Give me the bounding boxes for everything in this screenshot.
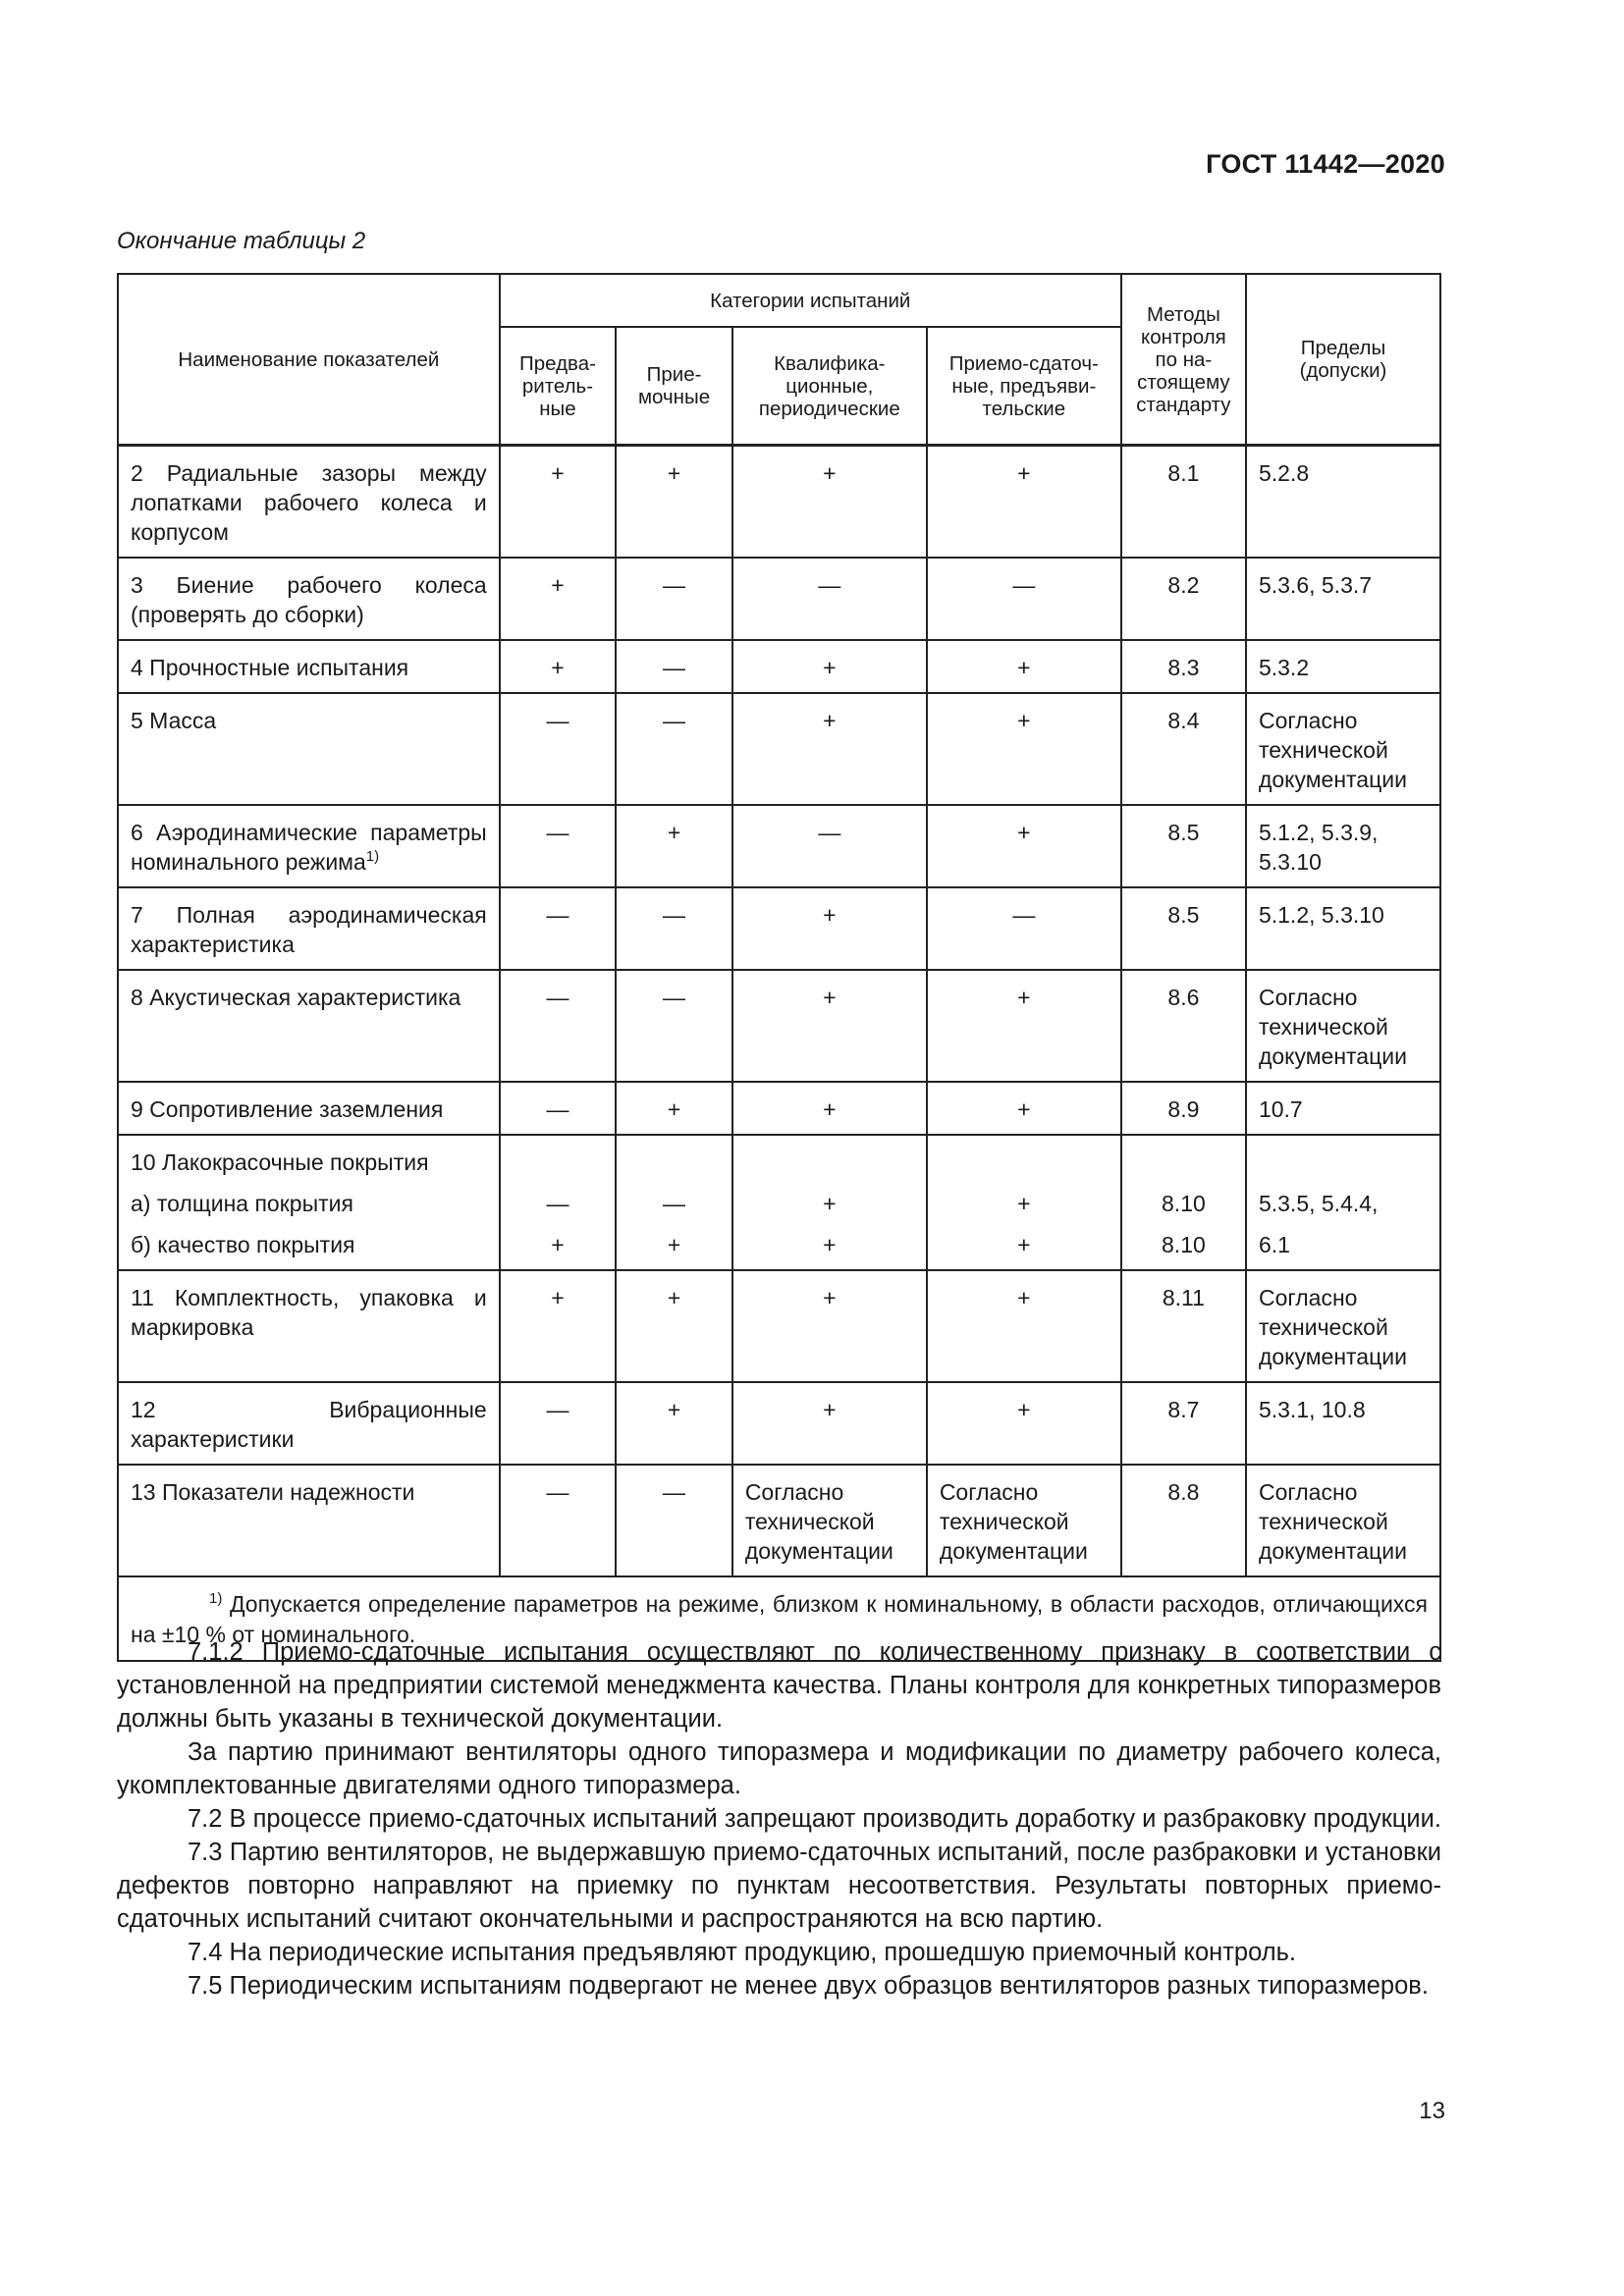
cell-method: 8.8 xyxy=(1121,1465,1246,1576)
cell-limits: 5.2.8 xyxy=(1246,446,1440,559)
body-text xyxy=(117,1635,1441,2002)
cell-qual: + xyxy=(732,640,927,693)
header-cat-preliminary: Предва- ритель- ные xyxy=(500,327,617,446)
header-name: Наименование показателей xyxy=(118,274,500,446)
document-standard-header: ГОСТ 11442—2020 xyxy=(1206,149,1445,179)
table-row xyxy=(118,693,1440,805)
cell-delivery: Согласно технической документации xyxy=(927,1465,1121,1576)
table-row xyxy=(118,1465,1440,1576)
row-name: 3 Биение рабочего колеса (проверять до сборки) xyxy=(118,558,500,640)
cell-qual: — xyxy=(732,558,927,640)
cell-method: 8.6 xyxy=(1121,970,1246,1082)
row-name: 8 Акустическая характеристика xyxy=(118,970,500,1082)
row-name: 5 Масса xyxy=(118,693,500,805)
paragraph: 7.2 В процессе приемо-сдаточных испытаний запрещают производить доработку и разбраковку продукции. xyxy=(188,1805,1441,1833)
cell-qual: + xyxy=(732,1382,927,1465)
cell-accept: — xyxy=(616,558,732,640)
cell-limits: Согласно технической документации xyxy=(1246,970,1440,1082)
table-row xyxy=(118,887,1440,970)
footnote-mark: 1) xyxy=(365,848,380,865)
table-row xyxy=(118,970,1440,1082)
cell-accept: + xyxy=(616,1082,732,1135)
cell-delivery: + xyxy=(927,1270,1121,1382)
cell-limits: 5.1.2, 5.3.10 xyxy=(1246,887,1440,970)
cell-prelim: — xyxy=(500,1082,617,1135)
row-name: 9 Сопротивление заземления xyxy=(118,1082,500,1135)
cell-accept: + xyxy=(616,805,732,887)
cell-method: 8.9 xyxy=(1121,1082,1246,1135)
cell-accept: — xyxy=(616,640,732,693)
header-cat-acceptance: Прие- мочные xyxy=(616,327,732,446)
cell-accept: — xyxy=(616,1465,732,1576)
row-name: 2 Радиальные зазоры между лопатками рабочего колеса и корпусом xyxy=(118,446,500,559)
cell-prelim: — xyxy=(500,1382,617,1465)
table-row xyxy=(118,805,1440,887)
cell-limits: 5.1.2, 5.3.9, 5.3.10 xyxy=(1246,805,1440,887)
cell-accept: — xyxy=(616,887,732,970)
footnote-text: Допускается определение параметров на режиме, близком к номинальному, в области расходов, отличающихся на ±10 % от номинального. xyxy=(131,1591,1428,1647)
cell-qual: Согласно технической документации xyxy=(732,1465,927,1576)
cell-qual: + xyxy=(732,1270,927,1382)
cell-limits: 10.7 xyxy=(1246,1082,1440,1135)
cell-prelim: + xyxy=(500,558,617,640)
row-name: 4 Прочностные испытания xyxy=(118,640,500,693)
cell-method: 8.3 xyxy=(1121,640,1246,693)
page-number: 13 xyxy=(1419,2098,1445,2124)
cell-method: 8.4 xyxy=(1121,693,1246,805)
cell-qual: + xyxy=(732,1082,927,1135)
cell-limits: 5.3.5, 5.4.4, 6.1 xyxy=(1246,1135,1440,1270)
test-categories-table xyxy=(117,273,1441,1662)
cell-prelim: — xyxy=(500,805,617,887)
cell-delivery: + xyxy=(927,1382,1121,1465)
cell-limits: 5.3.2 xyxy=(1246,640,1440,693)
table-row xyxy=(118,1082,1440,1135)
paragraph: 7.1.2 Приемо-сдаточные испытания осуществляют по количественному признаку в соответствии с установленной на предприятии системой менеджмента качества. Планы контроля для конкретных типоразмеров должны быть указаны в технической документации. xyxy=(117,1638,1442,1733)
cell-delivery: + xyxy=(927,805,1121,887)
header-methods: Методы контроля по на- стоящему стандарту xyxy=(1121,274,1246,446)
cell-accept: + xyxy=(616,446,732,559)
cell-method: 8.7 xyxy=(1121,1382,1246,1465)
cell-qual: + + xyxy=(732,1135,927,1270)
header-cat-delivery: Приемо-сдаточ- ные, предъяви- тельские xyxy=(927,327,1121,446)
cell-qual: + xyxy=(732,970,927,1082)
cell-delivery: + + xyxy=(927,1135,1121,1270)
cell-delivery: + xyxy=(927,1082,1121,1135)
cell-accept: — xyxy=(616,970,732,1082)
cell-accept: + xyxy=(616,1270,732,1382)
table-row xyxy=(118,1382,1440,1465)
row-name xyxy=(118,1135,500,1270)
paragraph: 7.4 На периодические испытания предъявляют продукцию, прошедшую приемочный контроль. xyxy=(188,1939,1296,1966)
cell-limits: Согласно технической документации xyxy=(1246,1465,1440,1576)
row10-title: 10 Лакокрасочные покрытия xyxy=(131,1149,429,1175)
row-name-text: 6 Аэродинамические параметры номинального режима xyxy=(131,820,487,875)
table-row xyxy=(118,1135,1440,1270)
cell-delivery: — xyxy=(927,887,1121,970)
row-name: 13 Показатели надежности xyxy=(118,1465,500,1576)
cell-prelim: — + xyxy=(500,1135,617,1270)
cell-prelim: + xyxy=(500,1270,617,1382)
header-cat-qualification: Квалифика- ционные, периодические xyxy=(732,327,927,446)
row-name: 12 Вибрационные характеристики xyxy=(118,1382,500,1465)
cell-delivery: + xyxy=(927,970,1121,1082)
cell-delivery: + xyxy=(927,640,1121,693)
row10-sub-b: б) качество покрытия xyxy=(131,1232,355,1257)
table-row xyxy=(118,558,1440,640)
cell-qual: + xyxy=(732,887,927,970)
cell-method: 8.1 xyxy=(1121,446,1246,559)
row-name: 11 Комплектность, упаковка и маркировка xyxy=(118,1270,500,1382)
cell-prelim: + xyxy=(500,640,617,693)
cell-prelim: — xyxy=(500,1465,617,1576)
row10-sub-a: а) толщина покрытия xyxy=(131,1191,353,1216)
cell-accept: — xyxy=(616,693,732,805)
cell-limits: Согласно технической документации xyxy=(1246,1270,1440,1382)
row-name: 7 Полная аэродинамическая характеристика xyxy=(118,887,500,970)
paragraph: 7.5 Периодическим испытаниям подвергают не менее двух образцов вентиляторов разных типоразмеров. xyxy=(188,1972,1429,2000)
cell-prelim: + xyxy=(500,446,617,559)
header-categories: Категории испытаний xyxy=(500,274,1121,327)
table-caption: Окончание таблицы 2 xyxy=(117,228,366,254)
paragraph: За партию принимают вентиляторы одного типоразмера и модификации по диаметру рабочего колеса, укомплектованные двигателями одного типоразмера. xyxy=(117,1738,1441,1799)
cell-prelim: — xyxy=(500,693,617,805)
cell-qual: + xyxy=(732,446,927,559)
row-name xyxy=(118,805,500,887)
table-row xyxy=(118,640,1440,693)
header-limits: Пределы (допуски) xyxy=(1246,274,1440,446)
cell-qual: — xyxy=(732,805,927,887)
cell-limits: 5.3.1, 10.8 xyxy=(1246,1382,1440,1465)
footnote-mark: 1) xyxy=(209,1590,223,1607)
cell-delivery: + xyxy=(927,693,1121,805)
cell-delivery: + xyxy=(927,446,1121,559)
cell-method: 8.5 xyxy=(1121,887,1246,970)
cell-prelim: — xyxy=(500,887,617,970)
cell-accept: — + xyxy=(616,1135,732,1270)
cell-method: 8.10 8.10 xyxy=(1121,1135,1246,1270)
cell-limits: 5.3.6, 5.3.7 xyxy=(1246,558,1440,640)
table-row xyxy=(118,446,1440,559)
table-row xyxy=(118,1270,1440,1382)
cell-method: 8.2 xyxy=(1121,558,1246,640)
paragraph: 7.3 Партию вентиляторов, не выдержавшую приемо-сдаточных испытаний, после разбраковки и установки дефектов повторно направляют на приемку по пунктам несоответствия. Результаты повторных приемо-сдаточных испытаний считают окончательными и распространяются на всю партию. xyxy=(117,1839,1441,1933)
cell-method: 8.5 xyxy=(1121,805,1246,887)
cell-method: 8.11 xyxy=(1121,1270,1246,1382)
cell-prelim: — xyxy=(500,970,617,1082)
cell-limits: Согласно технической документации xyxy=(1246,693,1440,805)
cell-accept: + xyxy=(616,1382,732,1465)
cell-qual: + xyxy=(732,693,927,805)
cell-delivery: — xyxy=(927,558,1121,640)
